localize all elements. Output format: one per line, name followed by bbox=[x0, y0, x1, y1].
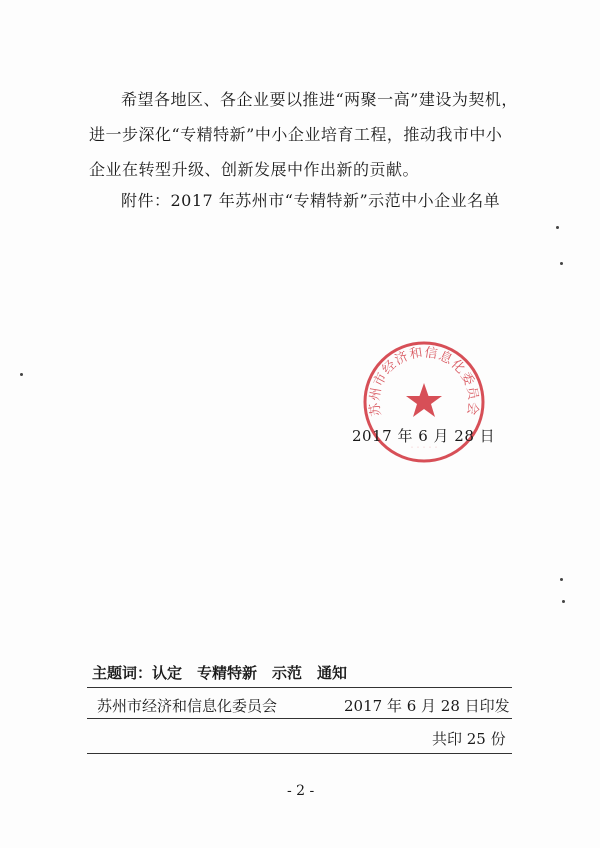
copy-count: 共印 25 份 bbox=[432, 730, 506, 748]
paragraph-line-2: 进一步深化“专精特新”中小企业培育工程，推动我市中小 bbox=[89, 125, 503, 144]
attachment-line: 附件：2017 年苏州市“专精特新”示范中小企业名单 bbox=[121, 191, 501, 210]
paragraph-line-3: 企业在转型升级、创新发展中作出新的贡献。 bbox=[89, 160, 420, 179]
print-date: 2017 年 6 月 28 日印发 bbox=[344, 697, 510, 715]
issuer-name: 苏州市经济和信息化委员会 bbox=[97, 697, 278, 715]
divider-middle bbox=[87, 718, 512, 719]
scan-speck bbox=[560, 262, 563, 265]
divider-top bbox=[87, 687, 512, 688]
paragraph-line-1: 希望各地区、各企业要以推进“两聚一高”建设为契机， bbox=[121, 90, 518, 109]
signature-date: 2017 年 6 月 28 日 bbox=[352, 427, 496, 445]
svg-text:· · · · ·: · · · · · bbox=[410, 445, 438, 451]
divider-bottom bbox=[87, 753, 512, 754]
scan-speck bbox=[20, 373, 23, 376]
scan-speck bbox=[556, 226, 559, 229]
subject-keywords: 主题词：认定 专精特新 示范 通知 bbox=[92, 664, 348, 682]
scan-speck bbox=[560, 578, 563, 581]
page-number: - 2 - bbox=[287, 783, 315, 799]
seal-text: 苏州市经济和信息化委员会 bbox=[367, 345, 481, 417]
scan-speck bbox=[562, 600, 565, 603]
